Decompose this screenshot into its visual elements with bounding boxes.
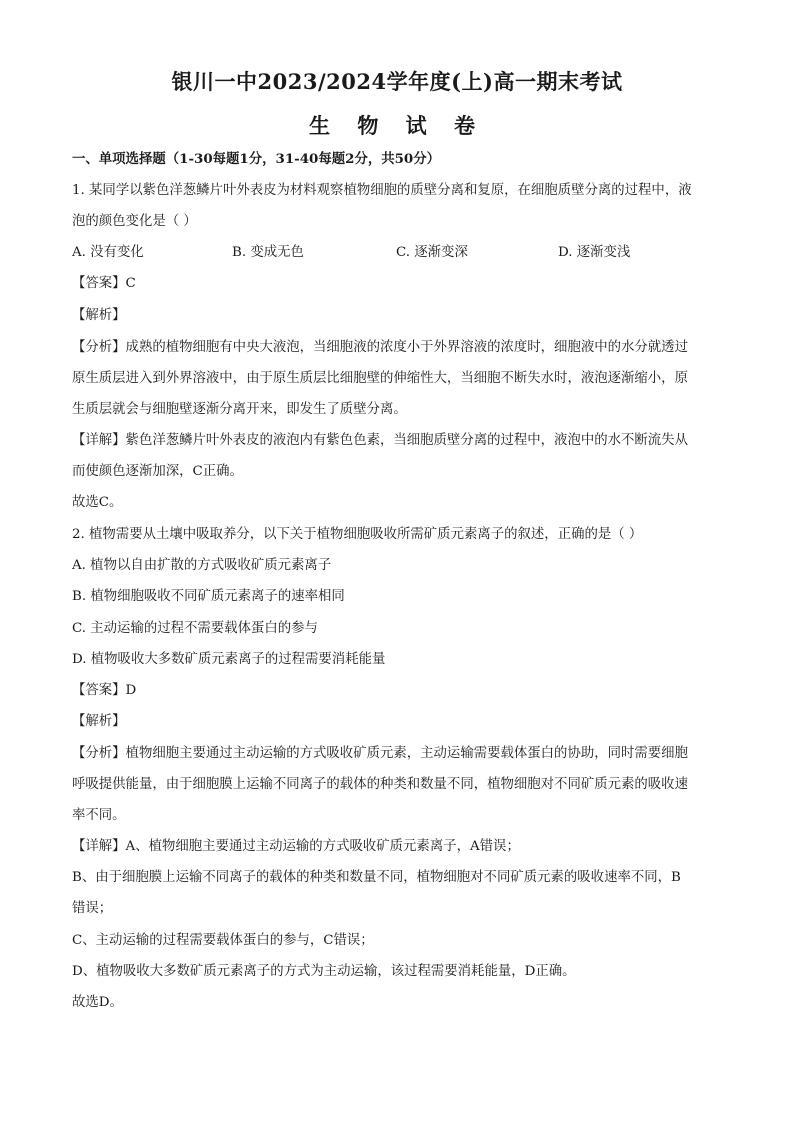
- q1-xiangjie-line2: 而使颜色逐渐加深，C正确。: [72, 464, 243, 479]
- q2-fenxi-line3: 率不同。: [72, 808, 126, 823]
- q1-option-d: D. 逐渐变浅: [558, 245, 631, 260]
- q1-answer: 【答案】C: [72, 276, 136, 291]
- q1-option-a: A. 没有变化: [72, 245, 144, 260]
- q2-fenxi-line1: 【分析】植物细胞主要通过主动运输的方式吸收矿质元素，主动运输需要载体蛋白的协助，同时需要细胞: [72, 746, 688, 761]
- q2-option-b: B. 植物细胞吸收不同矿质元素离子的速率相同: [72, 589, 345, 604]
- section-heading: 一、单项选择题（1-30每题1分，31-40每题2分，共50分）: [72, 151, 441, 167]
- q1-conclusion: 故选C。: [72, 495, 123, 510]
- q2-option-a: A. 植物以自由扩散的方式吸收矿质元素离子: [72, 558, 332, 573]
- q2-answer: 【答案】D: [72, 683, 137, 698]
- q2-fenxi-line2: 呼吸提供能量，由于细胞膜上运输不同离子的载体的种类和数量不同，植物细胞对不同矿质元素的吸收速: [72, 777, 688, 792]
- q2-analysis-label: 【解析】: [72, 714, 126, 729]
- page-subtitle: 生 物 试 卷: [309, 113, 485, 138]
- q1-xiangjie-line1: 【详解】紫色洋葱鳞片叶外表皮的液泡内有紫色色素，当细胞质壁分离的过程中，液泡中的水不断流失从: [72, 433, 688, 448]
- q2-xiangjie-line2: B、由于细胞膜上运输不同离子的载体的种类和数量不同，植物细胞对不同矿质元素的吸收速率不同，B: [72, 870, 681, 885]
- q1-stem-line1: 1. 某同学以紫色洋葱鳞片叶外表皮为材料观察植物细胞的质壁分离和复原，在细胞质壁分离的过程中，液: [72, 183, 692, 198]
- q1-fenxi-line2: 原生质层进入到外界溶液中，由于原生质层比细胞壁的伸缩性大，当细胞不断失水时，液泡逐渐缩小，原: [72, 371, 688, 386]
- q2-option-d: D. 植物吸收大多数矿质元素离子的过程需要消耗能量: [72, 652, 386, 667]
- q1-analysis-label: 【解析】: [72, 308, 126, 323]
- q1-fenxi-line1: 【分析】成熟的植物细胞有中央大液泡，当细胞液的浓度小于外界溶液的浓度时，细胞液中的水分就透过: [72, 340, 688, 355]
- q2-option-c: C. 主动运输的过程不需要载体蛋白的参与: [72, 621, 318, 636]
- q1-stem-line2: 泡的颜色变化是（ ）: [72, 214, 197, 229]
- q1-option-b: B. 变成无色: [232, 245, 304, 260]
- q2-xiangjie-line1: 【详解】A、植物细胞主要通过主动运输的方式吸收矿质元素离子，A错误；: [72, 839, 520, 854]
- q1-option-c: C. 逐渐变深: [396, 245, 468, 260]
- page-title: 银川一中2023/2024学年度(上)高一期末考试: [171, 69, 623, 94]
- q2-xiangjie-line5: D、植物吸收大多数矿质元素离子的方式为主动运输，该过程需要消耗能量，D正确。: [72, 964, 576, 979]
- q1-fenxi-line3: 生质层就会与细胞壁逐渐分离开来，即发生了质壁分离。: [72, 402, 407, 417]
- q2-conclusion: 故选D。: [72, 995, 123, 1010]
- q2-xiangjie-line4: C、主动运输的过程需要载体蛋白的参与，C错误；: [72, 933, 374, 948]
- q2-stem: 2. 植物需要从土壤中吸取养分，以下关于植物细胞吸收所需矿质元素离子的叙述，正确的是（ ）: [72, 527, 643, 542]
- q2-xiangjie-line3: 错误；: [72, 901, 113, 916]
